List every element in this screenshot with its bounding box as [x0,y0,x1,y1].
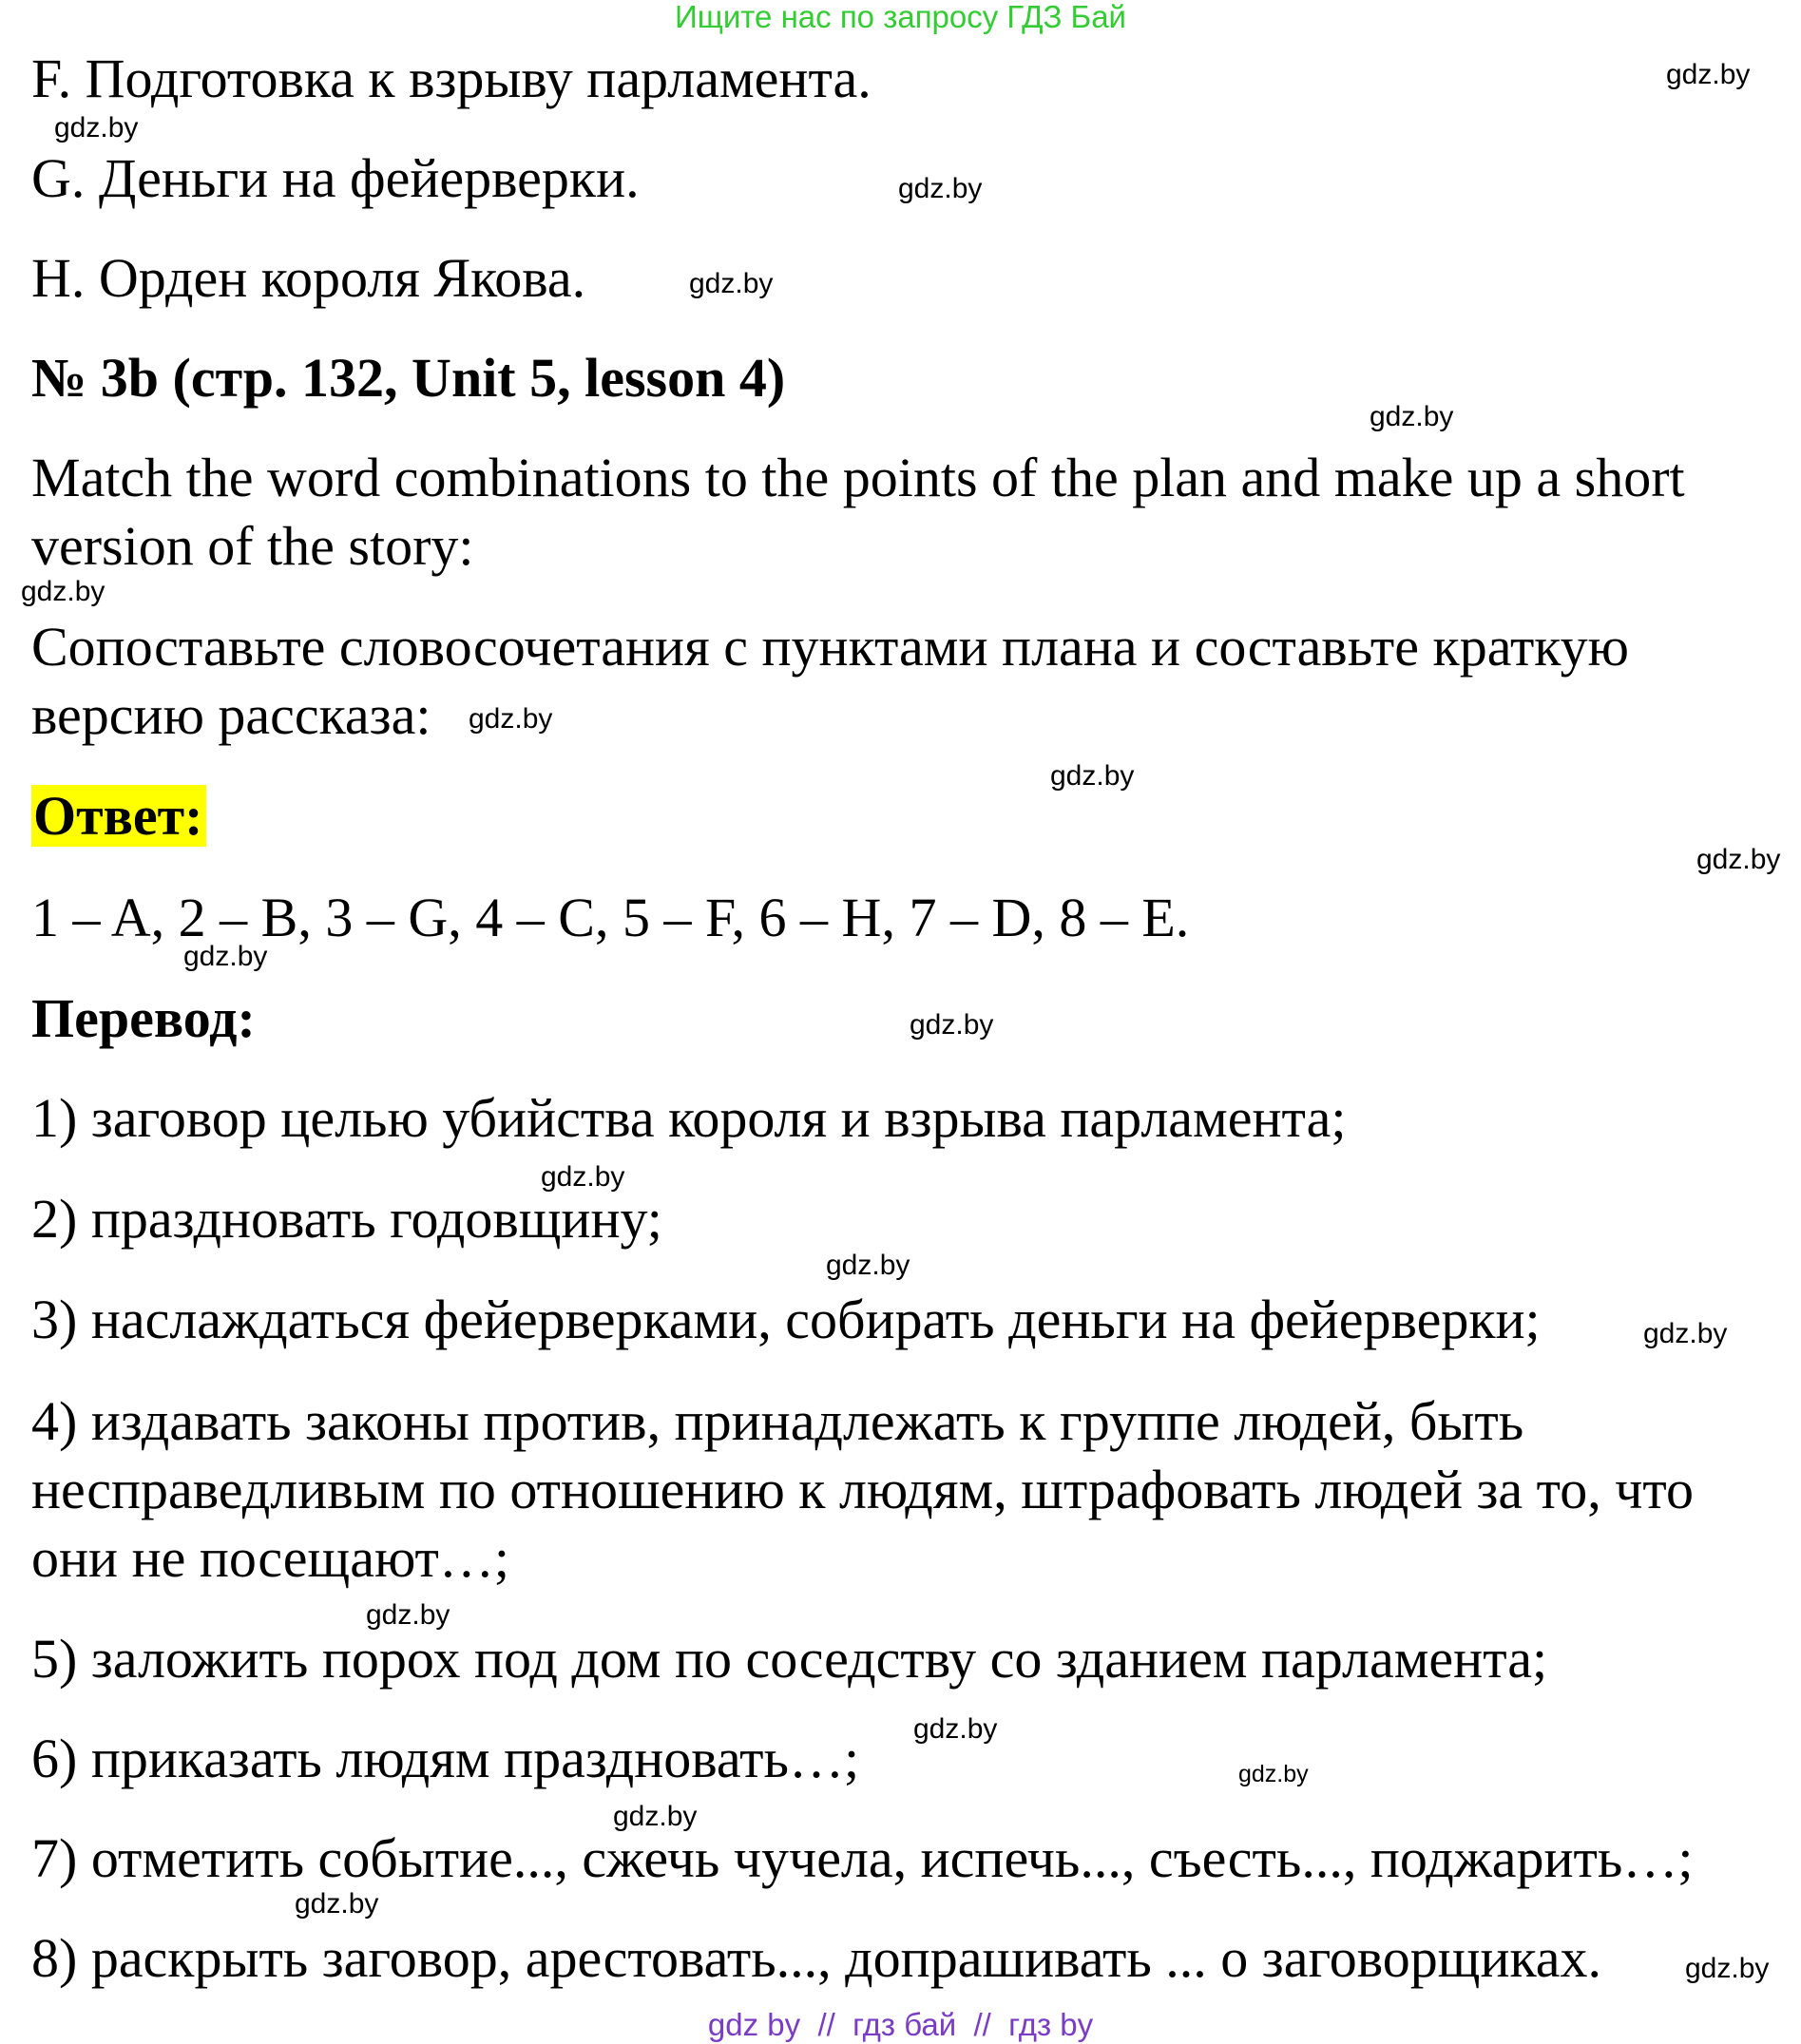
watermark: gdz.by [541,1161,625,1193]
translation-item-2: 2) праздновать годовщину; [31,1188,662,1250]
watermark: gdz.by [1238,1761,1309,1787]
watermark: gdz.by [1666,59,1751,90]
watermark: gdz.by [54,112,139,143]
watermark: gdz.by [1685,1953,1770,1984]
translation-item-4-line-2: несправедливым по отношению к людям, штрафовать людей за то, что [31,1459,1695,1520]
instruction-ru-line-2: версию рассказа: [31,684,431,746]
footer [0,2007,1801,2043]
watermark: gdz.by [183,941,268,972]
watermark: gdz.by [1643,1318,1728,1349]
translation-item-8: 8) раскрыть заговор, арестовать..., допрашивать ... о заговорщиках. [31,1927,1602,1989]
translation-label: Перевод: [31,987,256,1049]
exercise-title: № 3b (стр. 132, Unit 5, lesson 4) [31,347,786,409]
plan-item-h: H. Орден короля Якова. [31,247,586,309]
watermark: gdz.by [21,576,105,607]
watermark: gdz.by [295,1888,379,1920]
answer-label-highlight: Ответ: [31,785,206,847]
translation-item-1: 1) заговор целью убийства короля и взрыва парламента; [31,1087,1347,1149]
answer-label [31,782,206,850]
translation-item-4-line-3: они не посещают…; [31,1527,509,1589]
footer-text: gdz by // гдз бай // гдз by [707,2007,1094,2042]
search-hint-text: Ищите нас по запросу ГДЗ Бай [675,0,1126,34]
watermark: gdz.by [910,1009,994,1041]
translation-item-5: 5) заложить порох под дом по соседству со зданием парламента; [31,1628,1548,1690]
translation-item-4-line-1: 4) издавать законы против, принадлежать к группе людей, быть [31,1390,1524,1452]
watermark: gdz.by [913,1713,998,1745]
instruction-en-line-1: Match the word combinations to the points of the plan and make up a short [31,447,1685,508]
watermark: gdz.by [613,1801,698,1832]
watermark: gdz.by [366,1599,450,1631]
translation-item-3: 3) наслаждаться фейерверками, собирать деньги на фейерверки; [31,1289,1541,1350]
watermark: gdz.by [1050,760,1135,792]
watermark: gdz.by [1696,844,1781,875]
watermark: gdz.by [469,703,553,735]
watermark: gdz.by [898,173,983,204]
answer-text: 1 – A, 2 – B, 3 – G, 4 – C, 5 – F, 6 – H, 7 – D, 8 – E. [31,887,1190,948]
plan-item-f: F. Подготовка к взрыву парламента. [31,48,872,109]
translation-item-6: 6) приказать людям праздновать…; [31,1728,860,1789]
instruction-en-line-2: version of the story: [31,515,474,577]
search-hint-banner [0,0,1801,34]
watermark: gdz.by [1370,401,1454,432]
translation-item-7: 7) отметить событие..., сжечь чучела, испечь..., съесть..., поджарить…; [31,1827,1694,1889]
watermark: gdz.by [826,1250,910,1281]
instruction-ru-line-1: Сопоставьте словосочетания с пунктами плана и составьте краткую [31,616,1629,678]
watermark: gdz.by [689,268,774,299]
plan-item-g: G. Деньги на фейерверки. [31,147,640,209]
